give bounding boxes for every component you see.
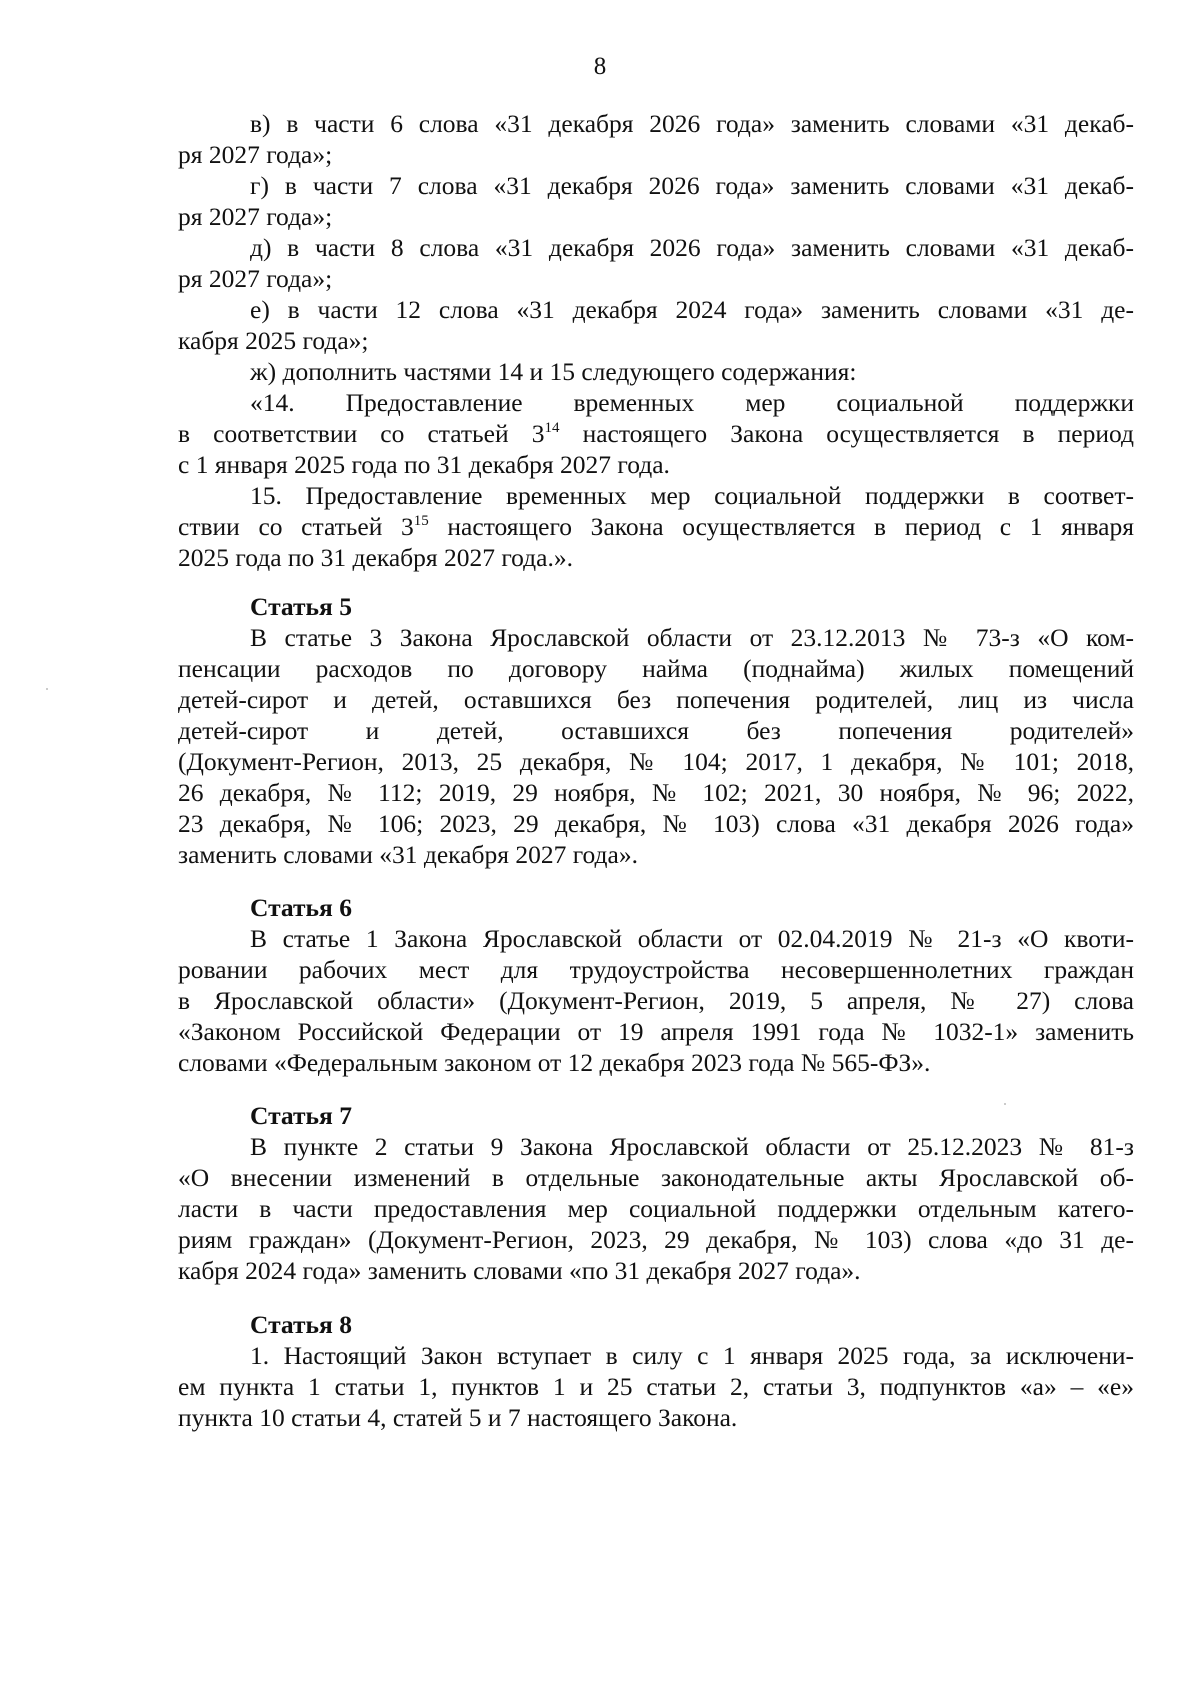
- part-15-line-3: 2025 года по 31 декабря 2027 года.».: [178, 543, 573, 572]
- article-7-heading: Статья 7: [250, 1101, 352, 1130]
- scan-speck: [1004, 1103, 1006, 1105]
- item-e-line-1: е) в части 12 слова «31 декабря 2024 года» заменить словами «31 де-: [250, 295, 1134, 324]
- article-8-heading: Статья 8: [250, 1310, 352, 1339]
- article-5-line: (Документ-Регион, 2013, 25 декабря, № 104; 2017, 1 декабря, № 101; 2018,: [178, 747, 1134, 776]
- article-6-line: «Законом Российской Федерации от 19 апреля 1991 года № 1032-1» заменить: [178, 1017, 1134, 1046]
- article-8-line: пункта 10 статьи 4, статей 5 и 7 настоящего Закона.: [178, 1403, 738, 1432]
- article-5-line: детей-сирот и детей, оставшихся без попечения родителей, лиц из числа: [178, 685, 1134, 714]
- article-6-heading: Статья 6: [250, 893, 352, 922]
- item-d-line-1: д) в части 8 слова «31 декабря 2026 года» заменить словами «31 декаб-: [250, 233, 1134, 262]
- article-8-line: 1. Настоящий Закон вступает в силу с 1 января 2025 года, за исключени-: [250, 1341, 1134, 1370]
- article-5-line: детей-сирот и детей, оставшихся без попечения родителей»: [178, 716, 1134, 745]
- article-8-line: ем пункта 1 статьи 1, пунктов 1 и 25 статьи 2, статьи 3, подпунктов «а» – «е»: [178, 1372, 1134, 1401]
- scan-speck: [46, 688, 48, 690]
- article-5-line: 26 декабря, № 112; 2019, 29 ноября, № 102; 2021, 30 ноября, № 96; 2022,: [178, 778, 1134, 807]
- article-6-line: в Ярославской области» (Документ-Регион, 2019, 5 апреля, № 27) слова: [178, 986, 1134, 1015]
- article-5-heading: Статья 5: [250, 592, 352, 621]
- article-7-line: кабря 2024 года» заменить словами «по 31 декабря 2027 года».: [178, 1256, 861, 1285]
- article-6-line: ровании рабочих мест для трудоустройства несовершеннолетних граждан: [178, 955, 1134, 984]
- item-zh-intro: ж) дополнить частями 14 и 15 следующего содержания:: [250, 357, 857, 386]
- article-7-line: В пункте 2 статьи 9 Закона Ярославской области от 25.12.2023 № 81-з: [250, 1132, 1134, 1161]
- article-7-line: «О внесении изменений в отдельные законодательные акты Ярославской об-: [178, 1163, 1134, 1192]
- superscript-15: 15: [413, 513, 429, 529]
- part-15-line-1: 15. Предоставление временных мер социальной поддержки в соответ-: [250, 481, 1134, 510]
- part-14-line-3: с 1 января 2025 года по 31 декабря 2027 года.: [178, 450, 670, 479]
- article-6-line: словами «Федеральным законом от 12 декабря 2023 года № 565-ФЗ».: [178, 1048, 931, 1077]
- article-7-line: риям граждан» (Документ-Регион, 2023, 29 декабря, № 103) слова «до 31 де-: [178, 1225, 1134, 1254]
- article-5-line: заменить словами «31 декабря 2027 года».: [178, 840, 638, 869]
- article-6-line: В статье 1 Закона Ярославской области от 02.04.2019 № 21-з «О квоти-: [250, 924, 1134, 953]
- item-d-line-2: ря 2027 года»;: [178, 264, 333, 293]
- part-15-line-2: ствии со статьей $3^{15}$ настоящего Закона осуществляется в период с 1 января: [178, 512, 1134, 541]
- article-5-line: В статье 3 Закона Ярославской области от 23.12.2013 № 73-з «О ком-: [250, 623, 1134, 652]
- item-v-line-2: ря 2027 года»;: [178, 140, 333, 169]
- part-14-line-1: «14. Предоставление временных мер социальной поддержки: [250, 388, 1134, 417]
- article-5-line: 23 декабря, № 106; 2023, 29 декабря, № 103) слова «31 декабря 2026 года»: [178, 809, 1134, 838]
- article-5-line: пенсации расходов по договору найма (поднайма) жилых помещений: [178, 654, 1134, 683]
- superscript-14: 14: [544, 420, 560, 436]
- item-g-line-1: г) в части 7 слова «31 декабря 2026 года» заменить словами «31 декаб-: [250, 171, 1134, 200]
- article-7-line: ласти в части предоставления мер социальной поддержки отдельным катего-: [178, 1194, 1134, 1223]
- item-g-line-2: ря 2027 года»;: [178, 202, 333, 231]
- item-e-line-2: кабря 2025 года»;: [178, 326, 369, 355]
- item-v-line-1: в) в части 6 слова «31 декабря 2026 года» заменить словами «31 декаб-: [250, 109, 1134, 138]
- part-14-line-2: в соответствии со статьей $3^{14}$ настоящего Закона осуществляется в период: [178, 419, 1134, 448]
- page-number: 8: [593, 53, 607, 80]
